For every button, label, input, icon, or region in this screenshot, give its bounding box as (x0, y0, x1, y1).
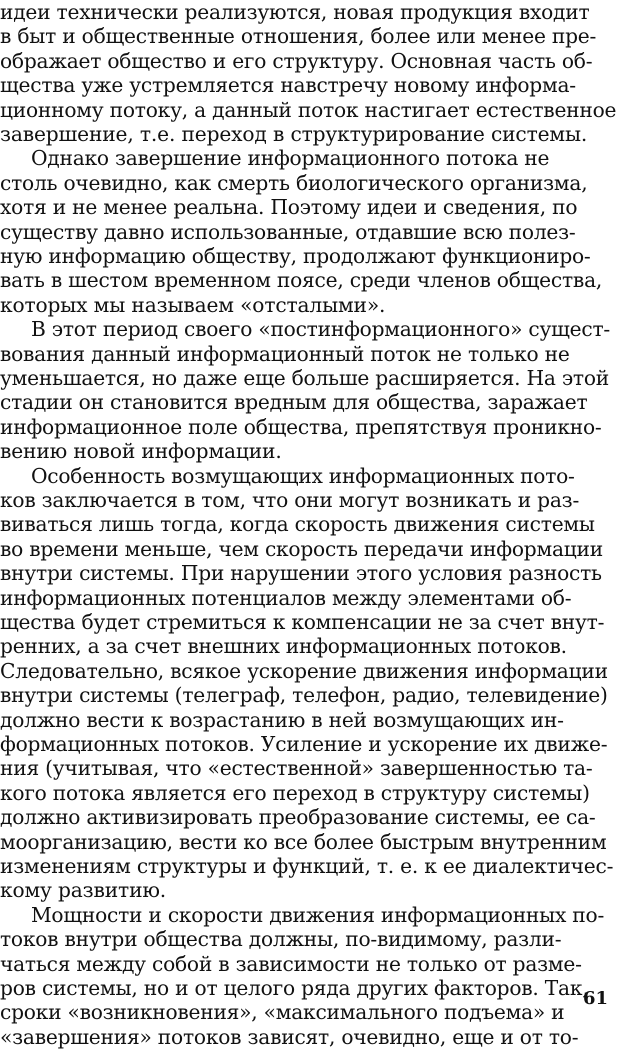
text-line: чаться между собой в зависимости не только от разме- (0, 951, 582, 976)
text-line: Однако завершение информационного потока не (31, 146, 550, 171)
text-line: ков заключается в том, что они могут возникать и раз- (0, 488, 580, 512)
text-line: виваться лишь тогда, когда скорость движения системы (0, 512, 595, 537)
text-line: которых мы называем «отсталыми». (0, 292, 386, 317)
text-line: информационное поле общества, препятствуя проникно- (0, 414, 602, 439)
text-line: внутри системы. При нарушении этого условия разность (0, 561, 602, 586)
text-line: хотя и не менее реальна. Поэтому идеи и сведения, по (0, 195, 578, 220)
text-line: стадии он становится вредным для общества, заражает (0, 390, 588, 415)
text-line: в быт и общественные отношения, более или менее пре- (0, 24, 597, 49)
text-line: кому развитию. (0, 878, 167, 903)
text-line: ров системы, но и от целого ряда других факторов. Так, (0, 976, 589, 1000)
text-line: должно активизировать преобразование системы, ее са- (0, 805, 596, 830)
text-line: существу давно использованные, отдавшие всю полез- (0, 219, 576, 244)
text-line: кого потока является его переход в структуру системы) (0, 780, 590, 805)
text-line: уменьшается, но даже еще больше расширяется. На этой (0, 366, 610, 390)
text-line: сроки «возникновения», «максимального подъема» и (0, 1000, 565, 1025)
text-line: токов внутри общества должны, по-видимому, разли- (0, 927, 562, 952)
text-line: ренних, а за счет внешних информационных потоков. (0, 634, 567, 659)
text-line: формационных потоков. Усиление и ускорение их движе- (0, 732, 608, 756)
text-line: «завершения» потоков зависят, очевидно, еще и от то- (0, 1024, 579, 1049)
text-line: внутри системы (телеграф, телефон, радио, телевидение) (0, 683, 608, 708)
text-line: моорганизацию, вести ко все более быстрым внутренним (0, 829, 607, 854)
text-line: Особенность возмущающих информационных пото- (31, 463, 575, 488)
page-number: 61 (582, 988, 608, 1009)
text-line: идеи технически реализуются, новая продукция входит (0, 0, 590, 24)
text-line: информационных потенциалов между элементами об- (0, 585, 572, 610)
text-line: В этот период своего «постинформационного» сущест- (31, 317, 610, 342)
text-line: Следовательно, всякое ускорение движения информации (0, 658, 608, 683)
text-line: должно вести к возрастанию в ней возмущающих ин- (0, 707, 564, 732)
text-line: завершение, т.е. переход в структурирование системы. (0, 122, 588, 146)
text-line: щества уже устремляется навстречу новому информа- (0, 73, 576, 98)
text-line: вования данный информационный поток не только не (0, 341, 570, 366)
text-line: ционному потоку, а данный поток настигает естественное (0, 97, 617, 122)
text-line: Мощности и скорости движения информационных по- (31, 902, 605, 927)
text-line: щества будет стремиться к компенсации не за счет внут- (0, 610, 605, 634)
text-line: ную информацию обществу, продолжают функциониро- (0, 244, 591, 268)
text-line: во времени меньше, чем скорость передачи информации (0, 536, 603, 561)
text-line: столь очевидно, как смерть биологического организма, (0, 170, 588, 195)
text-line: вению новой информации. (0, 439, 282, 464)
text-line: вать в шестом временном поясе, среди членов общества, (0, 268, 603, 293)
text-line: ображает общество и его структуру. Основная часть об- (0, 48, 593, 73)
text-line: ния (учитывая, что «естественной» завершенностью та- (0, 756, 593, 781)
text-line: изменениям структуры и функций, т. е. к ее диалектичес- (0, 854, 614, 878)
